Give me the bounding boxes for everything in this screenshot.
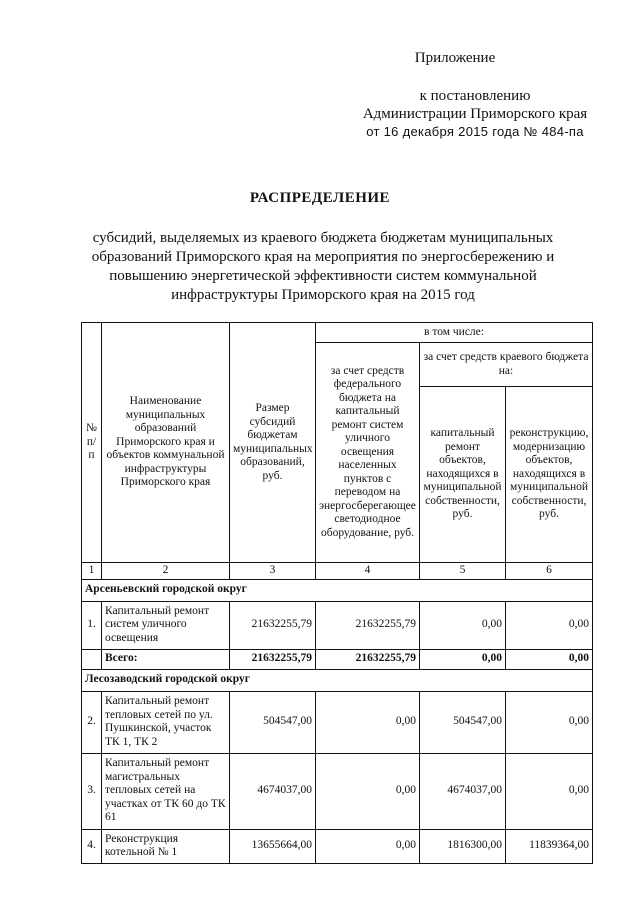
appendix-resolution: к постановлению [419,88,531,104]
table-row [82,829,593,863]
row-federal: 21632255,79 [316,601,420,649]
row-federal: 0,00 [316,829,420,863]
section-title: Лесозаводский городской округ [82,669,593,691]
row-num: 3. [82,753,102,829]
header-including: в том числе: [316,323,593,343]
appendix-authority: Администрации Приморского края [362,106,588,122]
header-name: Наименование муниципальных образований Приморского края и объектов коммунальной инфраструктуры Приморского края [102,323,230,563]
row-size: 4674037,00 [230,753,316,829]
header-num: № п/п [82,323,102,563]
row-num: 1. [82,601,102,649]
row-name: Реконструкция котельной № 1 [102,829,230,863]
header-capital: капитальный ремонт объектов, находящихся в муниципальной собственности, руб. [420,387,506,563]
table-row [82,753,593,829]
row-num: 4. [82,829,102,863]
row-capital: 1816300,00 [420,829,506,863]
section-title: Арсеньевский городской округ [82,579,593,601]
total-federal: 21632255,79 [316,649,420,669]
header-reconstruction: реконструкцию, модернизацию объектов, находящихся в муниципальной собственности, руб. [506,387,593,563]
total-capital: 0,00 [420,649,506,669]
row-size: 504547,00 [230,691,316,753]
row-capital: 504547,00 [420,691,506,753]
column-number-row [82,563,593,580]
column-number: 2 [102,563,230,580]
document-subtitle: субсидий, выделяемых из краевого бюджета бюджетам муниципальных образований Приморского края на мероприятия по энергосбережению и повышению энергетической эффективности систем коммунальной инфраструктуры Приморского края на 2015 год [91,230,555,303]
row-reconstruction: 0,00 [506,753,593,829]
row-reconstruction: 11839364,00 [506,829,593,863]
total-row [82,649,593,669]
row-num: 2. [82,691,102,753]
row-reconstruction: 0,00 [506,691,593,753]
column-number: 6 [506,563,593,580]
column-number: 1 [82,563,102,580]
row-capital: 0,00 [420,601,506,649]
row-federal: 0,00 [316,753,420,829]
header-regional: за счет средств краевого бюджета на: [420,343,593,387]
row-capital: 4674037,00 [420,753,506,829]
column-number: 3 [230,563,316,580]
row-reconstruction: 0,00 [506,601,593,649]
row-name: Капитальный ремонт систем уличного освещения [102,601,230,649]
appendix-date-number: от 16 декабря 2015 года № 484-па [366,124,584,139]
appendix-title: Приложение [414,50,496,66]
column-number: 4 [316,563,420,580]
row-federal: 0,00 [316,691,420,753]
header-federal: за счет средств федерального бюджета на капитальный ремонт систем уличного освещения населенных пунктов с переводом на энергосберегающее светодиодное оборудование, руб. [316,343,420,563]
total-reconstruction: 0,00 [506,649,593,669]
table-row [82,601,593,649]
row-size: 21632255,79 [230,601,316,649]
total-label: Всего: [102,649,230,669]
row-size: 13655664,00 [230,829,316,863]
row-name: Капитальный ремонт магистральных тепловых сетей на участках от ТК 60 до ТК 61 [102,753,230,829]
column-number: 5 [420,563,506,580]
distribution-table [81,322,593,864]
row-name: Капитальный ремонт тепловых сетей по ул. Пушкинской, участок ТК 1, ТК 2 [102,691,230,753]
table-row [82,691,593,753]
document-heading: РАСПРЕДЕЛЕНИЕ [249,190,391,206]
total-size: 21632255,79 [230,649,316,669]
header-size: Размер субсидий бюджетам муниципальных образований, руб. [230,323,316,563]
